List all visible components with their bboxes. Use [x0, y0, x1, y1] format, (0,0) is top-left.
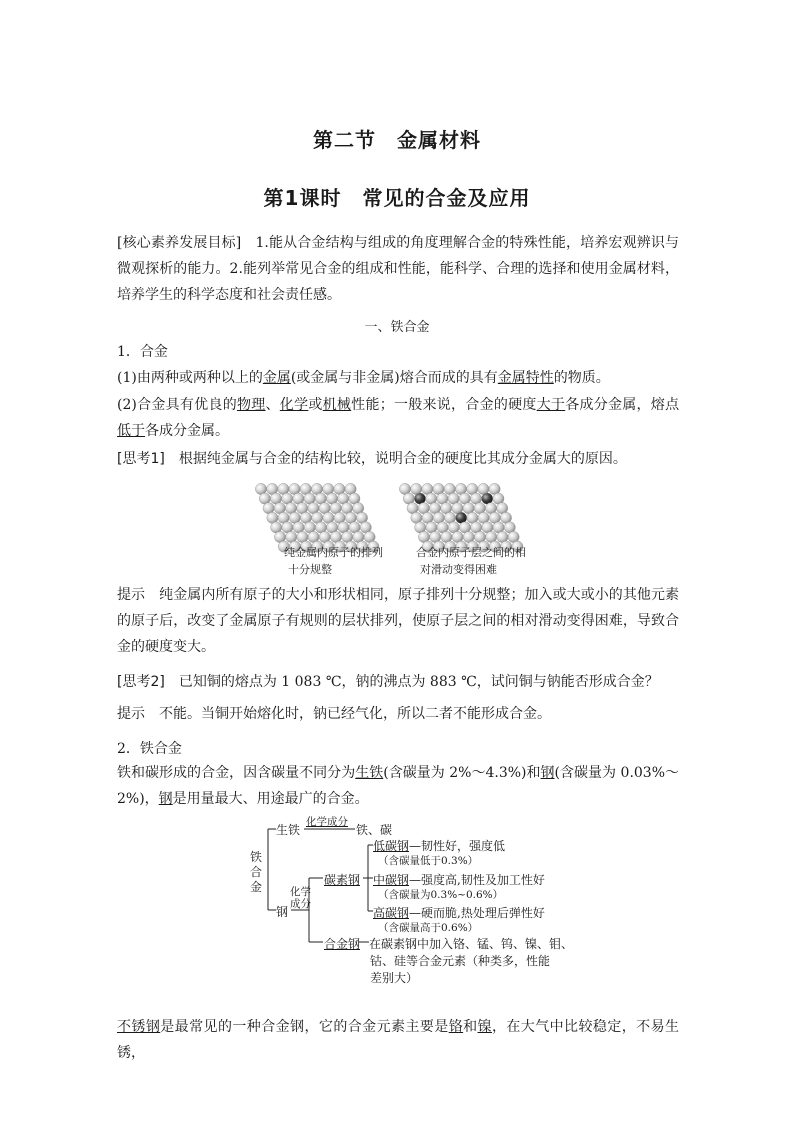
- text-run: 和: [463, 1019, 478, 1035]
- diagram-alloy-steel-desc-3: 差别大）: [370, 971, 419, 985]
- underlined-term: 铬: [448, 1019, 464, 1035]
- low-carbon-prop: —韧性好，强度低: [409, 839, 506, 853]
- stainless-steel-paragraph: [117, 1014, 679, 1066]
- hint-label: 提示: [117, 587, 146, 603]
- text-run: 、: [265, 397, 280, 413]
- lesson-title: 第1课时 常见的合金及应用: [263, 186, 531, 210]
- iron-alloy-heading: 2．铁合金: [117, 741, 182, 757]
- think1-text: 根据纯金属与合金的结构比较，说明合金的硬度比其成分金属大的原因。: [164, 451, 627, 467]
- hint-text: 不能。当铜开始熔化时，钠已经气化，所以二者不能形成合金。: [145, 706, 551, 722]
- core-goals-label: [核心素养发展目标]: [117, 235, 242, 251]
- diagram-steel: 钢: [276, 905, 289, 919]
- alloy-heading: 1．合金: [117, 344, 168, 360]
- underlined-term: 钢: [540, 765, 555, 781]
- section-title: 第二节 金属材料: [313, 128, 481, 152]
- text-run: (2)合金具有优良的: [117, 397, 237, 413]
- diagram-pig-iron-comp: 铁、碳: [356, 823, 393, 837]
- text-run: 性能；一般来说，合金的硬度: [351, 397, 537, 413]
- diagram-pig-iron: 生铁: [276, 823, 301, 837]
- think2-label: [思考2]: [117, 674, 165, 690]
- think1-label: [思考1]: [117, 451, 165, 467]
- underlined-term: 镍: [477, 1019, 492, 1035]
- text-run: 各成分金属，熔点: [565, 397, 680, 413]
- underlined-term: 金属: [262, 370, 291, 386]
- caption-line: 十分规整: [288, 563, 332, 576]
- diagram-steel-chem-comp: 化学成分: [290, 886, 311, 910]
- text-run: ，在大气中比较稳定，不易生锈，: [117, 1019, 680, 1061]
- caption-line: 纯金属内原子的排列: [284, 546, 383, 559]
- text-run: (或金属与非金属)熔合而成的具有: [290, 370, 498, 386]
- diagram-mid-carbon: [373, 871, 545, 888]
- underlined-term: 化学: [279, 397, 309, 413]
- underlined-term: 金属特性: [497, 370, 554, 386]
- text-run: (含碳量为 0.03%～2%)，: [117, 765, 680, 807]
- text-run: (1)由两种或两种以上的: [117, 370, 263, 386]
- diagram-low-carbon: [373, 837, 505, 854]
- high-carbon-prop: —硬而脆,热处理后弹性好: [409, 906, 545, 920]
- hint-label: 提示: [117, 706, 145, 722]
- underlined-term: 低于: [117, 423, 145, 439]
- caption-line: 合金内原子层之间的相: [416, 546, 526, 559]
- mid-carbon-prop: —强度高,韧性及加工性好: [409, 873, 545, 887]
- underlined-term: 大于: [536, 397, 566, 413]
- caption-line: 对滑动变得困难: [420, 563, 497, 576]
- underlined-term: 钢: [158, 791, 173, 807]
- diagram-alloy-steel-desc-1: 在碳素钢中加入铬、锰、钨、镍、钼、: [369, 937, 574, 951]
- text-run: 的物质。: [553, 370, 610, 386]
- diagram-alloy-steel: 合金钢: [324, 937, 361, 951]
- low-carbon-label: 低碳钢: [373, 839, 410, 853]
- diagram-carbon-steel: 碳素钢: [324, 873, 361, 887]
- diagram-high-carbon: [373, 904, 545, 921]
- text-run: 是最常见的一种合金钢，它的合金元素主要是: [160, 1019, 449, 1035]
- hint-text: 纯金属内所有原子的大小和形状相同，原子排列十分规整；加入或大或小的其他元素的原子后，改变了金属原子有规则的层状排列，使原子层之间的相对滑动变得困难，导致合金的硬度变大。: [117, 587, 680, 655]
- underlined-term: 生铁: [355, 765, 384, 781]
- high-carbon-label: 高碳钢: [373, 906, 410, 920]
- text-run: 是用量最大、用途最广的合金。: [172, 791, 369, 807]
- part-one-heading: 一、铁合金: [364, 320, 430, 335]
- core-goals-text: 1.能从合金结构与组成的角度理解合金的特殊性能，培养宏观辨识与微观探析的能力。2.能列举常见合金的组成和性能，能科学、合理的选择和使用金属材料，培养学生的科学态度和社会责任感。: [117, 235, 679, 303]
- text-run: 各成分金属。: [145, 423, 229, 439]
- diagram-alloy-steel-desc-2: 钴、硅等合金元素（种类多，性能: [370, 954, 551, 968]
- diagram-mid-carbon-note: （含碳量为0.3%~0.6%）: [378, 889, 504, 901]
- text-run: (含碳量为 2%～4.3%)和: [383, 765, 541, 781]
- underlined-term: 物理: [236, 397, 266, 413]
- diagram-chem-comp-label: 化学成分: [306, 816, 348, 828]
- diagram-high-carbon-note: （含碳量高于0.6%）: [378, 922, 479, 934]
- think2-text: 已知铜的熔点为 1 083 ℃，钠的沸点为 883 ℃，试问铜与钠能否形成合金？: [164, 674, 659, 690]
- underlined-term: 机械: [322, 397, 352, 413]
- text-run: 铁和碳形成的合金，因含碳量不同分为: [117, 765, 356, 781]
- mid-carbon-label: 中碳钢: [373, 873, 410, 887]
- underlined-term: 不锈钢: [117, 1019, 161, 1035]
- diagram-root-label: 铁合金: [250, 850, 263, 894]
- text-run: 或: [308, 397, 323, 413]
- diagram-low-carbon-note: （含碳量低于0.3%）: [378, 855, 479, 867]
